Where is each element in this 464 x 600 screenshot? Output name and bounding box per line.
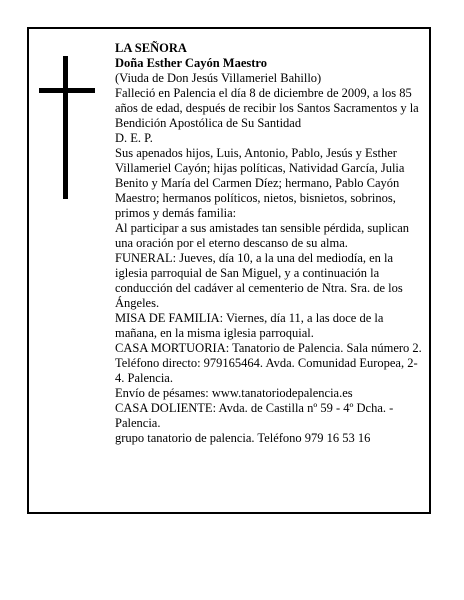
rip-line: D. E. P.	[115, 131, 153, 145]
family-paragraph: Sus apenados hijos, Luis, Antonio, Pablo, Jesús y Esther Villameriel Cayón; hijas políticas, Natividad García, Julia Benito y María del Carmen Díez; hermano, Pablo Cayón Maestro; hermanos políticos, nietos, bisnietos, sobrinos, primos y demás familia:	[115, 146, 405, 220]
funeral-home-paragraph: CASA MORTUORIA: Tanatorio de Palencia. Sala número 2. Teléfono directo: 979165464. Avda. Comunidad Europea, 2-4. Palencia.	[115, 341, 422, 385]
widow-line: (Viuda de Don Jesús Villameriel Bahillo)	[115, 71, 322, 85]
notice-title: LA SEÑORA	[115, 41, 187, 55]
mourning-house-paragraph: CASA DOLIENTE: Avda. de Castilla nº 59 - 4º Dcha. - Palencia.	[115, 401, 394, 430]
deceased-name: Doña Esther Cayón Maestro	[115, 56, 267, 70]
prayer-paragraph: Al participar a sus amistades tan sensible pérdida, suplican una oración por el eterno descanso de su alma.	[115, 221, 410, 250]
footer-line: grupo tanatorio de palencia. Teléfono 979 16 53 16	[115, 431, 371, 445]
notice-text	[115, 41, 425, 446]
funeral-paragraph: FUNERAL: Jueves, día 10, a la una del mediodía, en la iglesia parroquial de San Miguel, y a continuación la conducción del cadáver al cementerio de Ntra. Sra. de los Ángeles.	[115, 251, 403, 310]
family-mass-paragraph: MISA DE FAMILIA: Viernes, día 11, a las doce de la mañana, en la misma iglesia parroquial.	[115, 311, 384, 340]
death-paragraph: Falleció en Palencia el día 8 de diciembre de 2009, a los 85 años de edad, después de recibir los Santos Sacramentos y la Bendición Apostólica de Su Santidad	[115, 86, 419, 130]
cross-icon	[39, 56, 95, 199]
condolences-line: Envío de pésames: www.tanatoriodepalencia.es	[115, 386, 353, 400]
obituary-notice	[27, 27, 431, 514]
